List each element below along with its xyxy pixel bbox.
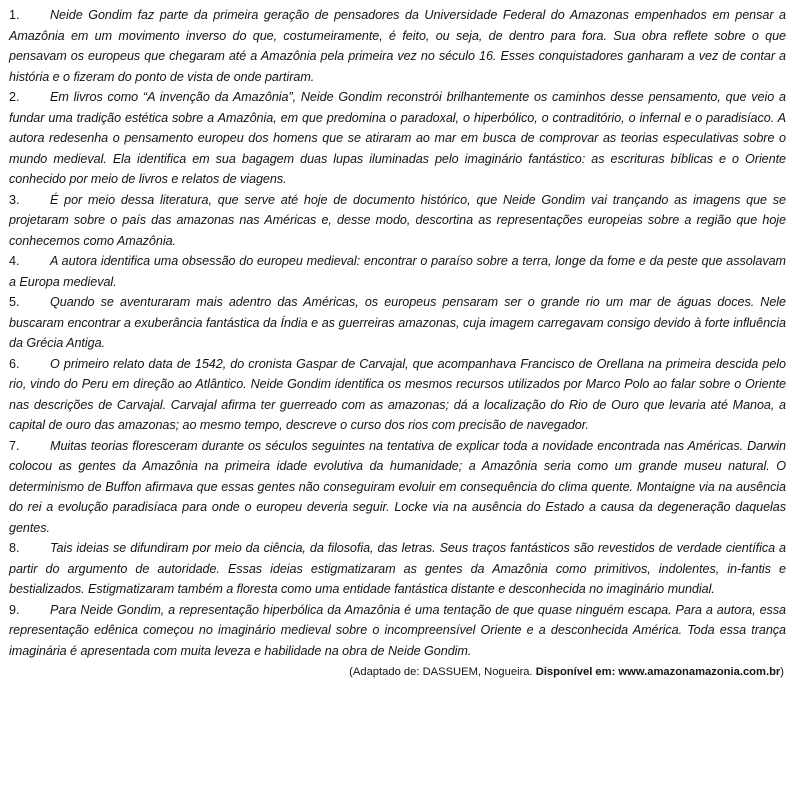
paragraph-5: 5. Quando se aventuraram mais adentro das Américas, os europeus pensaram ser o grande rio um mar de águas doces. Nele buscaram encontrar a exuberância fantástica da Índia e as guerreiras amazonas, cuja imagem carregavam consigo devido à forte influência da Grécia Antiga. — [9, 292, 786, 354]
paragraph-text: Neide Gondim faz parte da primeira geração de pensadores da Universidade Federal do Amazonas empenhados em pensar a Amazônia em um movimento inverso do que, costumeiramente, é feito, ou seja, de dentro para fora. Sua obra reflete sobre o que pensavam os europeus que chegaram até a Amazônia pela primeira vez no século 16. Esses conquistadores ganharam a vez de contar a história e o fizeram do ponto de vista de onde partiram. — [9, 8, 786, 84]
paragraph-7: 7. Muitas teorias floresceram durante os séculos seguintes na tentativa de explicar toda a novidade encontrada nas Américas. Darwin colocou as gentes da Amazônia na primeira idade evolutiva da humanidade; a Amazônia seria como um grande museu natural. O determinismo de Buffon afirmava que essas gentes não conseguiram evoluir em consequência do clima quente. Montaigne via na ausência do rei a evolução paradisíaca para onde o europeu deveria seguir. Locke via na ausência do Estado a causa da degeneração daquelas gentes. — [9, 436, 786, 539]
source-prefix: (Adaptado de: DASSUEM, Nogueira. — [349, 666, 536, 678]
paragraph-text: O primeiro relato data de 1542, do cronista Gaspar de Carvajal, que acompanhava Francisco de Orellana na primeira descida pelo rio, vindo do Peru em direção ao Atlântico. Neide Gondim identifica os mesmos recursos utilizados por Marco Polo ao falar sobre o Oriente nas descrições de Carvajal. Carvajal afirma ter guerreado com as amazonas; dá a localização do Rio de Ouro que levaria até Manoa, a capital de ouro das amazonas; ao mesmo tempo, descreve o curso dos rios com precisão de navegador. — [9, 356, 786, 432]
paragraph-text: Quando se aventuraram mais adentro das Américas, os europeus pensaram ser o grande rio um mar de águas doces. Nele buscaram encontrar a exuberância fantástica da Índia e as guerreiras amazonas, cuja imagem carregavam consigo devido à forte influência da Grécia Antiga. — [9, 295, 786, 350]
paragraph-4: 4. A autora identifica uma obsessão do europeu medieval: encontrar o paraíso sobre a terra, longe da fome e da peste que assolavam a Europa medieval. — [9, 251, 786, 292]
paragraph-1: 1. Neide Gondim faz parte da primeira geração de pensadores da Universidade Federal do Amazonas empenhados em pensar a Amazônia em um movimento inverso do que, costumeiramente, é feito, ou seja, de dentro para fora. Sua obra reflete sobre o que pensavam os europeus que chegaram até a Amazônia pela primeira vez no século 16. Esses conquistadores ganharam a vez de contar a história e o fizeram do ponto de vista de onde partiram. — [9, 5, 786, 87]
source-availability: Disponível em: www.amazonamazonia.com.br — [535, 666, 781, 678]
source-suffix: ) — [780, 666, 784, 678]
paragraph-6: 6. O primeiro relato data de 1542, do cronista Gaspar de Carvajal, que acompanhava Francisco de Orellana na primeira descida pelo rio, vindo do Peru em direção ao Atlântico. Neide Gondim identifica os mesmos recursos utilizados por Marco Polo ao falar sobre o Oriente nas descrições de Carvajal. Carvajal afirma ter guerreado com as amazonas; dá a localização do Rio de Ouro que levaria até Manoa, a capital de ouro das amazonas; ao mesmo tempo, descreve o curso dos rios com precisão de navegador. — [9, 354, 786, 436]
paragraph-3: 3. É por meio dessa literatura, que serve até hoje de documento histórico, que Neide Gondim vai trançando as imagens que se projetaram sobre o país das amazonas nas Américas e, desse modo, descortina as representações europeias sobre a região que hoje conhecemos como Amazônia. — [9, 190, 786, 252]
paragraph-text: Para Neide Gondim, a representação hiperbólica da Amazônia é uma tentação de que quase ninguém escapa. Para a autora, essa representação edênica começou no imaginário medieval sobre o incompreensível Oriente e a desconhecida América. Toda essa trança imaginária é apresentada com muita leveza e habilidade na obra de Neide Gondim. — [9, 602, 786, 658]
paragraph-text: Muitas teorias floresceram durante os séculos seguintes na tentativa de explicar toda a novidade encontrada nas Américas. Darwin colocou as gentes da Amazônia na primeira idade evolutiva da humanidade; a Amazônia seria como um grande museu natural. O determinismo de Buffon afirmava que essas gentes não conseguiram evoluir em consequência do clima quente. Montaigne via na ausência do rei a evolução paradisíaca para onde o europeu deveria seguir. Locke via na ausência do Estado a causa da degeneração daquelas gentes. — [9, 438, 786, 535]
paragraph-text: Em livros como “A invenção da Amazônia”, Neide Gondim reconstrói brilhantemente os caminhos desse pensamento, que veio a fundar uma tradição estética sobre a Amazônia, em que predomina o paradoxal, o hiperbólico, o contraditório, o infernal e o paradisíaco. A autora redesenha o pensamento europeu dos homens que se atiraram ao mar em busca de comprovar as teorias especulativas sobre o mundo medieval. Ela identifica em sua bagagem duas lupas iluminadas pelo imaginário fantástico: as escrituras bíblicas e o Oriente conhecido por meio de livros e relatos de viagens. — [9, 90, 786, 186]
paragraph-text: A autora identifica uma obsessão do europeu medieval: encontrar o paraíso sobre a terra, longe da fome e da peste que assolavam a Europa medieval. — [9, 254, 786, 289]
paragraph-text: É por meio dessa literatura, que serve até hoje de documento histórico, que Neide Gondim vai trançando as imagens que se projetaram sobre o país das amazonas nas Américas e, desse modo, descortina as representações europeias sobre a região que hoje conhecemos como Amazônia. — [9, 192, 786, 248]
paragraph-2: 2. Em livros como “A invenção da Amazônia”, Neide Gondim reconstrói brilhantemente os caminhos desse pensamento, que veio a fundar uma tradição estética sobre a Amazônia, em que predomina o paradoxal, o hiperbólico, o contraditório, o infernal e o paradisíaco. A autora redesenha o pensamento europeu dos homens que se atiraram ao mar em busca de comprovar as teorias especulativas sobre o mundo medieval. Ela identifica em sua bagagem duas lupas iluminadas pelo imaginário fantástico: as escrituras bíblicas e o Oriente conhecido por meio de livros e relatos de viagens. — [9, 87, 786, 190]
source-citation — [9, 664, 786, 680]
paragraph-8: 8. Tais ideias se difundiram por meio da ciência, da filosofia, das letras. Seus traços fantásticos são revestidos de verdade científica a partir do argumento de autoridade. Essas ideias estigmatizaram as gentes da Amazônia como primitivos, indolentes, in-fantis e bestializados. Estigmatizaram também a floresta como uma entidade fantástica distante e desconhecida no imaginário mundial. — [9, 538, 786, 600]
paragraph-9: 9. Para Neide Gondim, a representação hiperbólica da Amazônia é uma tentação de que quase ninguém escapa. Para a autora, essa representação edênica começou no imaginário medieval sobre o incompreensível Oriente e a desconhecida América. Toda essa trança imaginária é apresentada com muita leveza e habilidade na obra de Neide Gondim. — [9, 600, 786, 662]
paragraph-text: Tais ideias se difundiram por meio da ciência, da filosofia, das letras. Seus traços fantásticos são revestidos de verdade científica a partir do argumento de autoridade. Essas ideias estigmatizaram as gentes da Amazônia como primitivos, indolentes, in-fantis e bestializados. Estigmatizaram também a floresta como uma entidade fantástica distante e desconhecida no imaginário mundial. — [9, 541, 786, 596]
